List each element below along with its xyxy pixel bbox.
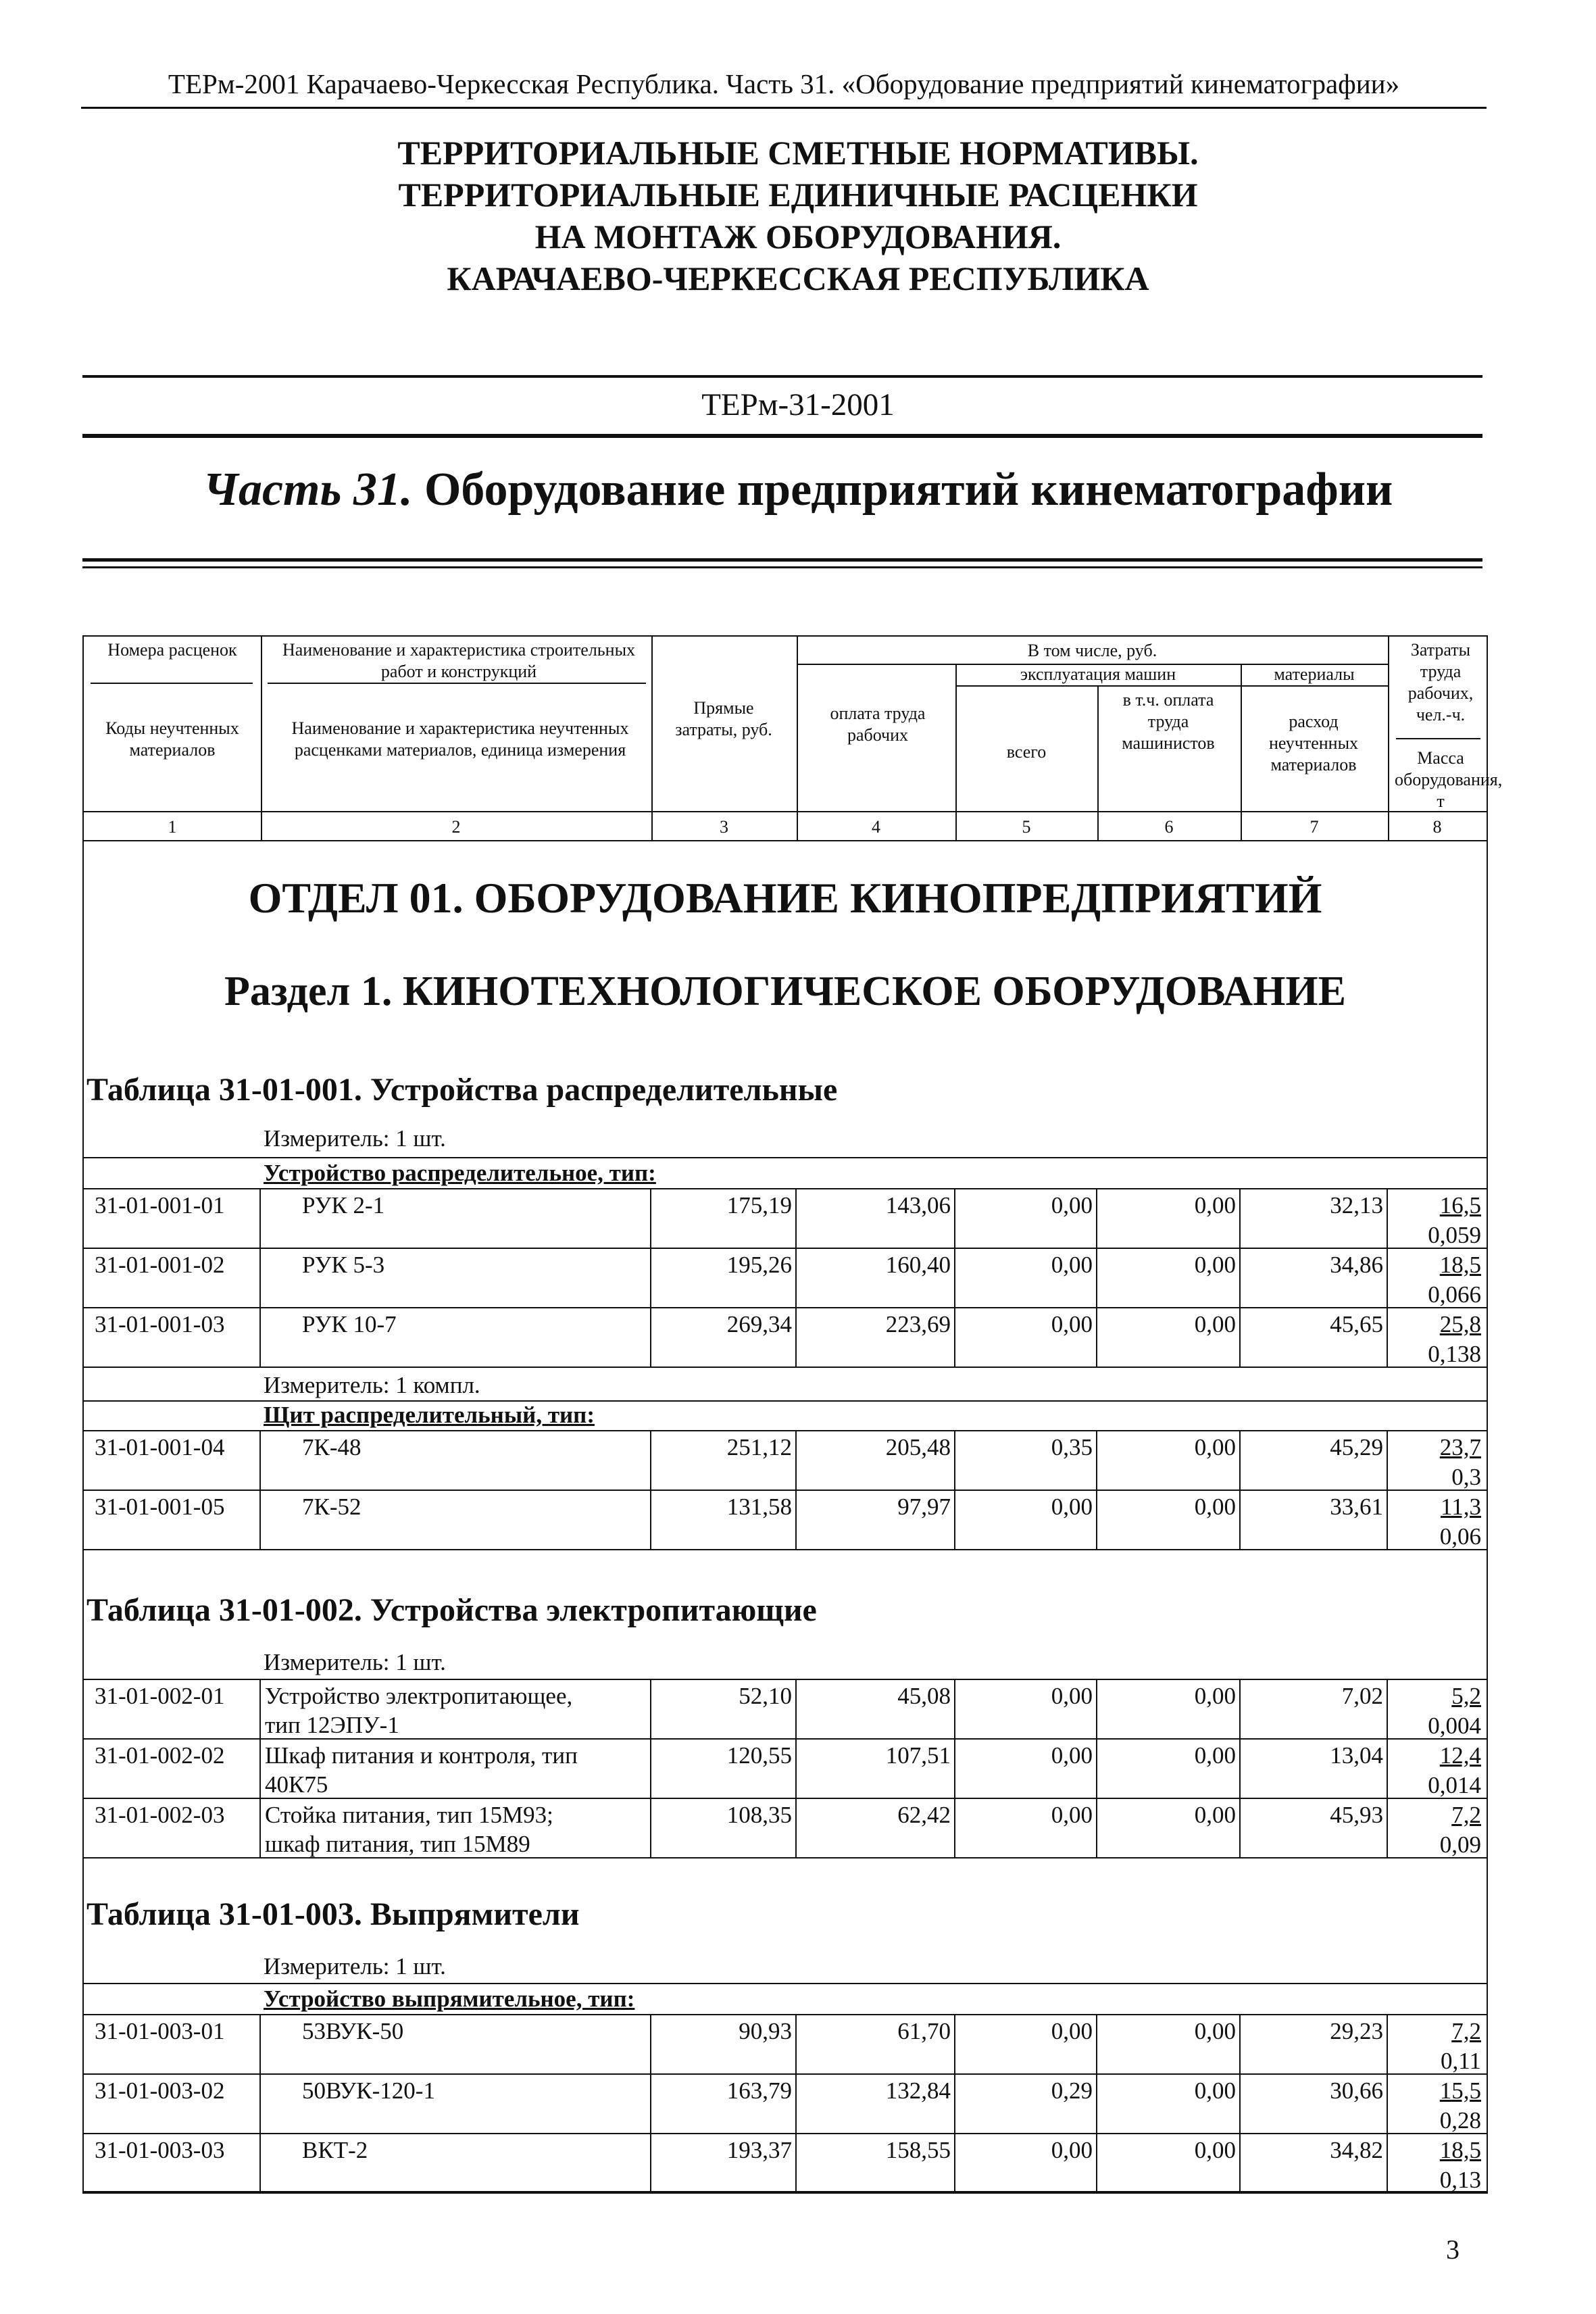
col-num-6: 6 (1164, 817, 1174, 837)
value-direct: 163,79 (726, 2077, 792, 2104)
labor-hours: 18,5 (1439, 2137, 1481, 2163)
part-name: Оборудование предприятий кинематографии (424, 464, 1393, 516)
header-c2-top: Наименование и характеристика строительных работ и конструкций (282, 640, 636, 681)
header-c8-bottom: Масса оборудования, т (1395, 748, 1503, 811)
header-materials: материалы (1274, 664, 1355, 684)
column-rule (1239, 1430, 1241, 1549)
equipment-mass: 0,11 (1441, 2048, 1481, 2074)
rate-name: 7К-52 (302, 1494, 361, 1520)
column-rule (259, 1188, 261, 1367)
value-mach-labor: 0,00 (1194, 1742, 1236, 1769)
value-mach: 0,00 (1051, 1802, 1093, 1828)
table-row-rule (82, 1798, 1488, 1799)
col-num-8: 8 (1432, 817, 1442, 837)
column-rule (1239, 1679, 1241, 1857)
labor-hours: 5,2 (1451, 1683, 1481, 1709)
rate-name: РУК 2-1 (302, 1192, 385, 1218)
header-rule (81, 107, 1487, 109)
measure-unit: Измеритель: 1 шт. (264, 1649, 446, 1675)
value-mach-labor: 0,00 (1194, 2137, 1236, 2163)
table-caption: Таблица 31-01-001. Устройства распределительные (86, 1072, 838, 1108)
rate-code: 31-01-001-05 (95, 1494, 225, 1520)
row-rule (82, 1679, 1488, 1680)
row-rule (82, 1983, 1488, 1984)
column-rule (954, 1679, 955, 1857)
value-labor: 143,06 (885, 1192, 951, 1218)
col-num-5: 5 (1022, 817, 1031, 837)
column-rule (795, 1679, 797, 1857)
column-rule (1387, 1188, 1388, 1367)
rate-name-line1: Устройство электропитающее, (265, 1683, 573, 1709)
rate-name: 7К-48 (302, 1434, 361, 1460)
main-title (0, 132, 1596, 299)
equipment-mass: 0,13 (1439, 2167, 1481, 2193)
rate-name-line2: тип 12ЭПУ-1 (265, 1712, 399, 1738)
col-num-2: 2 (451, 817, 461, 837)
measure-unit: Измеритель: 1 шт. (264, 1125, 446, 1152)
subsection-title: Раздел 1. КИНОТЕХНОЛОГИЧЕСКОЕ ОБОРУДОВАНИЕ (224, 968, 1346, 1014)
header-c7: расход неучтенных материалов (1268, 712, 1359, 774)
column-rule (1239, 2014, 1241, 2192)
group-label: Устройство распределительное, тип: (264, 1160, 656, 1186)
value-labor: 132,84 (885, 2077, 951, 2104)
value-mat: 33,61 (1330, 1494, 1383, 1520)
value-labor: 61,70 (897, 2018, 951, 2044)
column-rule (1096, 1188, 1097, 1367)
value-mach-labor: 0,00 (1194, 2018, 1236, 2044)
value-mat: 45,29 (1330, 1434, 1383, 1460)
column-rule (1096, 2014, 1097, 2192)
doc-code: ТЕРм-31-2001 (701, 387, 895, 422)
labor-hours: 23,7 (1439, 1434, 1481, 1460)
equipment-mass: 0,28 (1439, 2107, 1481, 2134)
column-rule (795, 1188, 797, 1367)
part-title (0, 463, 1596, 517)
equipment-mass: 0,014 (1428, 1772, 1481, 1798)
equipment-mass: 0,004 (1428, 1713, 1481, 1739)
rate-code: 31-01-001-02 (95, 1252, 225, 1278)
rate-code: 31-01-001-01 (95, 1192, 225, 1218)
value-mat: 45,65 (1330, 1311, 1383, 1337)
value-mat: 32,13 (1330, 1192, 1383, 1218)
equipment-mass: 0,066 (1428, 1281, 1481, 1308)
header-including: В том числе, руб. (1027, 641, 1157, 660)
table-row-rule (82, 1248, 1488, 1249)
rate-code: 31-01-001-04 (95, 1434, 225, 1460)
labor-hours: 16,5 (1439, 1192, 1481, 1218)
value-labor: 223,69 (885, 1311, 951, 1337)
row-rule (82, 1430, 1488, 1431)
rate-name: РУК 5-3 (302, 1252, 385, 1278)
rate-code: 31-01-002-01 (95, 1683, 225, 1709)
column-rule (1096, 1679, 1097, 1857)
page-number: 3 (1446, 2234, 1460, 2265)
main-title-line-1: ТЕРРИТОРИАЛЬНЫЕ СМЕТНЫЕ НОРМАТИВЫ. (397, 134, 1199, 172)
header-c8-top: Затраты труда рабочих, чел.-ч. (1407, 640, 1474, 724)
value-mach-labor: 0,00 (1194, 1311, 1236, 1337)
equipment-mass: 0,06 (1439, 1523, 1481, 1550)
value-direct: 131,58 (726, 1494, 792, 1520)
value-mach: 0,00 (1051, 2018, 1093, 2044)
equipment-mass: 0,059 (1428, 1222, 1481, 1248)
rate-name-line2: 40К75 (265, 1771, 328, 1798)
column-rule (1387, 1679, 1388, 1857)
labor-hours: 12,4 (1439, 1742, 1481, 1769)
value-mach: 0,00 (1051, 1494, 1093, 1520)
value-direct: 52,10 (739, 1683, 792, 1709)
table-row-rule (82, 1857, 1488, 1858)
equipment-mass: 0,3 (1451, 1464, 1481, 1490)
value-mach: 0,00 (1051, 1192, 1093, 1218)
column-rule (1239, 1188, 1241, 1367)
labor-hours: 25,8 (1439, 1311, 1481, 1337)
header-c6: в т.ч. оплата труда машинистов (1122, 690, 1215, 753)
value-mach-labor: 0,00 (1194, 2077, 1236, 2104)
part-rule (82, 558, 1482, 562)
value-mach: 0,00 (1051, 1742, 1093, 1769)
value-mat: 13,04 (1330, 1742, 1383, 1769)
labor-hours: 11,3 (1441, 1494, 1481, 1520)
labor-hours: 15,5 (1439, 2077, 1481, 2104)
equipment-mass: 0,138 (1428, 1341, 1481, 1367)
column-rule (954, 1188, 955, 1367)
value-mach: 0,00 (1051, 1683, 1093, 1709)
value-mach: 0,00 (1051, 1252, 1093, 1278)
row-rule (82, 1188, 1488, 1189)
main-title-line-4: КАРАЧАЕВО-ЧЕРКЕССКАЯ РЕСПУБЛИКА (447, 260, 1149, 297)
value-direct: 269,34 (726, 1311, 792, 1337)
value-mach-labor: 0,00 (1194, 1683, 1236, 1709)
value-mach-labor: 0,00 (1194, 1434, 1236, 1460)
table-row-rule (82, 1490, 1488, 1491)
rate-code: 31-01-003-03 (95, 2137, 225, 2163)
value-labor: 205,48 (885, 1434, 951, 1460)
column-rule (259, 1430, 261, 1549)
value-mach: 0,35 (1051, 1434, 1093, 1460)
value-labor: 62,42 (897, 1802, 951, 1828)
rate-code: 31-01-002-02 (95, 1742, 225, 1769)
col-num-3: 3 (720, 817, 728, 837)
main-title-line-3: НА МОНТАЖ ОБОРУДОВАНИЯ. (534, 218, 1062, 255)
part-prefix: Часть 31. (203, 464, 413, 516)
rate-name: РУК 10-7 (302, 1311, 397, 1337)
rate-name: ВКТ-2 (302, 2137, 368, 2163)
column-rule (954, 2014, 955, 2192)
rate-code: 31-01-003-02 (95, 2077, 225, 2104)
col-num-7: 7 (1310, 817, 1319, 837)
value-direct: 108,35 (726, 1802, 792, 1828)
column-rule (1096, 1430, 1097, 1549)
col-num-4: 4 (872, 817, 880, 837)
table-row-rule (82, 1738, 1488, 1740)
rate-name: 50ВУК-120-1 (302, 2077, 435, 2104)
value-labor: 97,97 (897, 1494, 951, 1520)
equipment-mass: 0,09 (1439, 1831, 1481, 1858)
column-rule (650, 1188, 651, 1367)
value-mat: 45,93 (1330, 1802, 1383, 1828)
value-mat: 34,82 (1330, 2137, 1383, 2163)
value-mat: 34,86 (1330, 1252, 1383, 1278)
column-rule (650, 1679, 651, 1857)
rate-code: 31-01-003-01 (95, 2018, 225, 2044)
column-rule (259, 1679, 261, 1857)
column-rule (795, 2014, 797, 2192)
labor-hours: 7,2 (1451, 2018, 1481, 2044)
group-label: Щит распределительный, тип: (264, 1402, 595, 1428)
value-direct: 193,37 (726, 2137, 792, 2163)
header-c5: всего (1006, 742, 1047, 762)
main-title-line-2: ТЕРРИТОРИАЛЬНЫЕ ЕДИНИЧНЫЕ РАСЦЕНКИ (398, 176, 1198, 214)
column-rule (795, 1430, 797, 1549)
table-row-rule (82, 2133, 1488, 2134)
value-mach-labor: 0,00 (1194, 1802, 1236, 1828)
column-rule (954, 1430, 955, 1549)
table-row-rule (82, 2192, 1488, 2194)
doc-code-rule-bottom (82, 434, 1482, 438)
column-rule (650, 1430, 651, 1549)
column-rule (650, 2014, 651, 2192)
part-rule (82, 566, 1482, 568)
labor-hours: 18,5 (1439, 1252, 1481, 1278)
value-labor: 107,51 (885, 1742, 951, 1769)
table-caption: Таблица 31-01-002. Устройства электропитающие (86, 1592, 817, 1628)
running-header: ТЕРм-2001 Карачаево-Черкесская Республика. Часть 31. «Оборудование предприятий кинематографии» (168, 68, 1400, 99)
value-mat: 7,02 (1341, 1683, 1383, 1709)
header-c4: оплата труда рабочих (830, 704, 926, 745)
table-caption: Таблица 31-01-003. Выпрямители (86, 1896, 580, 1932)
value-direct: 120,55 (726, 1742, 792, 1769)
value-direct: 251,12 (726, 1434, 792, 1460)
value-mach: 0,00 (1051, 2137, 1093, 2163)
header-c1-top: Номера расценок (107, 640, 237, 660)
rate-name: 53ВУК-50 (302, 2018, 404, 2044)
value-labor: 158,55 (885, 2137, 951, 2163)
group-label: Устройство выпрямительное, тип: (264, 1986, 635, 2012)
value-mach-labor: 0,00 (1194, 1192, 1236, 1218)
row-rule (82, 1157, 1488, 1158)
doc-code-rule-top (82, 375, 1482, 378)
value-mat: 29,23 (1330, 2018, 1383, 2044)
value-mach-labor: 0,00 (1194, 1494, 1236, 1520)
rate-code: 31-01-001-03 (95, 1311, 225, 1337)
row-rule (82, 2014, 1488, 2015)
column-rule (259, 2014, 261, 2192)
table-row-rule (82, 2073, 1488, 2075)
value-labor: 160,40 (885, 1252, 951, 1278)
value-direct: 195,26 (726, 1252, 792, 1278)
col-num-1: 1 (168, 817, 177, 837)
value-direct: 90,93 (739, 2018, 792, 2044)
rate-name-line2: шкаф питания, тип 15М89 (265, 1831, 530, 1857)
value-labor: 45,08 (897, 1683, 951, 1709)
measure-unit: Измеритель: 1 компл. (264, 1372, 480, 1398)
rate-name-line1: Шкаф питания и контроля, тип (265, 1742, 578, 1769)
header-c3: Прямые затраты, руб. (675, 698, 772, 739)
table-row-rule (82, 1549, 1488, 1550)
measure-unit: Измеритель: 1 шт. (264, 1953, 446, 1979)
header-c1-bottom: Коды неучтенных материалов (105, 718, 239, 760)
table-row-rule (82, 1367, 1488, 1368)
table-row-rule (82, 1307, 1488, 1308)
value-direct: 175,19 (726, 1192, 792, 1218)
header-machines: эксплуатация машин (1020, 664, 1176, 684)
labor-hours: 7,2 (1451, 1802, 1481, 1828)
table-header (82, 635, 1503, 841)
column-rule (1387, 2014, 1388, 2192)
rate-name-line1: Стойка питания, тип 15М93; (265, 1802, 553, 1828)
column-rule (1387, 1430, 1388, 1549)
header-c2-bottom: Наименование и характеристика неучтенных расценками материалов, единица измерения (291, 718, 629, 760)
value-mach: 0,00 (1051, 1311, 1093, 1337)
rate-code: 31-01-002-03 (95, 1802, 225, 1828)
value-mach-labor: 0,00 (1194, 1252, 1236, 1278)
value-mat: 30,66 (1330, 2077, 1383, 2104)
value-mach: 0,29 (1051, 2077, 1093, 2104)
section-title: ОТДЕЛ 01. ОБОРУДОВАНИЕ КИНОПРЕДПРИЯТИЙ (248, 874, 1322, 922)
